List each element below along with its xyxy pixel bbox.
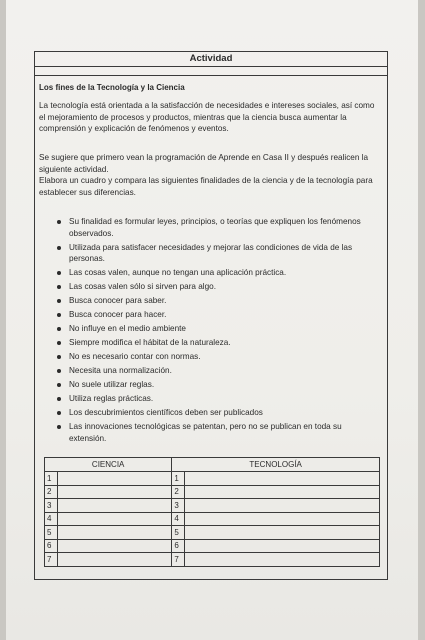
bullet-icon <box>57 313 61 317</box>
paragraph-task: Elabora un cuadro y compara las siguientes finalidades de la ciencia y de la tecnología para establecer sus diferencias. <box>39 176 373 197</box>
list-item <box>57 351 379 363</box>
table-header-row <box>45 458 380 472</box>
activity-header: Actividad <box>35 52 387 67</box>
table-row <box>45 472 380 486</box>
column-header-ciencia: CIENCIA <box>45 458 172 472</box>
ciencia-cell[interactable] <box>58 539 172 553</box>
tecnologia-cell[interactable] <box>185 553 380 567</box>
list-item <box>57 365 379 377</box>
row-number: 4 <box>172 512 185 526</box>
list-item <box>57 421 379 444</box>
list-item-text: Necesita una normalización. <box>69 366 172 375</box>
list-item-text: Las cosas valen sólo si sirven para algo. <box>69 282 216 291</box>
table-row <box>45 526 380 540</box>
table-row <box>45 485 380 499</box>
paper-sheet <box>6 0 418 640</box>
list-item <box>57 267 379 279</box>
list-item-text: No suele utilizar reglas. <box>69 380 155 389</box>
bullet-icon <box>57 369 61 373</box>
tecnologia-cell[interactable] <box>185 539 380 553</box>
tecnologia-cell[interactable] <box>185 485 380 499</box>
list-item <box>57 379 379 391</box>
list-item-text: Utiliza reglas prácticas. <box>69 394 154 403</box>
list-item-text: Utilizada para satisfacer necesidades y mejorar las condiciones de vida de las personas. <box>69 242 353 263</box>
row-number: 2 <box>45 485 58 499</box>
table-row <box>45 539 380 553</box>
tecnologia-cell[interactable] <box>185 526 380 540</box>
row-number: 2 <box>172 485 185 499</box>
bullet-icon <box>57 341 61 345</box>
list-item-text: No influye en el medio ambiente <box>69 324 186 333</box>
list-item <box>57 323 379 335</box>
row-number: 6 <box>45 539 58 553</box>
row-number: 4 <box>45 512 58 526</box>
list-item <box>57 393 379 405</box>
table-row <box>45 499 380 513</box>
bullet-icon <box>57 327 61 331</box>
paragraph-intro: La tecnología está orientada a la satisfacción de necesidades e intereses sociales, así como el mejoramiento de procesos y productos, mientras que la ciencia busca aumentar la comprensión y explicación de fenómenos y eventos. <box>39 101 375 133</box>
bullet-icon <box>57 411 61 415</box>
list-item <box>57 242 379 265</box>
row-number: 7 <box>45 553 58 567</box>
list-item <box>57 295 379 307</box>
list-item-text: Siempre modifica el hábitat de la naturaleza. <box>69 338 231 347</box>
list-item <box>57 281 379 293</box>
list-item-text: Su finalidad es formular leyes, principios, o teorías que expliquen los fenómenos observados. <box>69 217 361 238</box>
list-item <box>57 216 379 239</box>
ciencia-cell[interactable] <box>58 553 172 567</box>
row-number: 1 <box>172 472 185 486</box>
section-title: Los fines de la Tecnología y la Ciencia <box>39 83 185 92</box>
bullet-icon <box>57 220 61 224</box>
paragraph-instructions: Se sugiere que primero vean la programación de Aprende en Casa II y después realicen la siguiente actividad. <box>39 153 369 174</box>
list-item-text: Busca conocer para hacer. <box>69 310 167 319</box>
row-number: 1 <box>45 472 58 486</box>
bullet-icon <box>57 383 61 387</box>
row-number: 7 <box>172 553 185 567</box>
row-number: 3 <box>45 499 58 513</box>
ciencia-cell[interactable] <box>58 472 172 486</box>
ciencia-cell[interactable] <box>58 485 172 499</box>
list-item <box>57 337 379 349</box>
table-row <box>45 553 380 567</box>
bullet-icon <box>57 355 61 359</box>
bullet-list <box>57 216 379 447</box>
list-item-text: Las innovaciones tecnológicas se patentan, pero no se publican en toda su extensión. <box>69 422 342 443</box>
bullet-icon <box>57 425 61 429</box>
row-number: 5 <box>45 526 58 540</box>
row-number: 5 <box>172 526 185 540</box>
list-item <box>57 309 379 321</box>
bullet-icon <box>57 299 61 303</box>
ciencia-cell[interactable] <box>58 512 172 526</box>
comparison-table <box>44 457 380 567</box>
divider <box>35 75 387 76</box>
list-item-text: No es necesario contar con normas. <box>69 352 201 361</box>
row-number: 3 <box>172 499 185 513</box>
activity-frame <box>34 51 388 580</box>
bullet-icon <box>57 246 61 250</box>
list-item-text: Los descubrimientos científicos deben ser publicados <box>69 408 263 417</box>
row-number: 6 <box>172 539 185 553</box>
ciencia-cell[interactable] <box>58 499 172 513</box>
list-item <box>57 407 379 419</box>
table-row <box>45 512 380 526</box>
bullet-icon <box>57 397 61 401</box>
ciencia-cell[interactable] <box>58 526 172 540</box>
tecnologia-cell[interactable] <box>185 472 380 486</box>
tecnologia-cell[interactable] <box>185 512 380 526</box>
column-header-tecnologia: TECNOLOGÍA <box>172 458 380 472</box>
list-item-text: Busca conocer para saber. <box>69 296 167 305</box>
bullet-icon <box>57 285 61 289</box>
tecnologia-cell[interactable] <box>185 499 380 513</box>
list-item-text: Las cosas valen, aunque no tengan una aplicación práctica. <box>69 268 287 277</box>
bullet-icon <box>57 271 61 275</box>
